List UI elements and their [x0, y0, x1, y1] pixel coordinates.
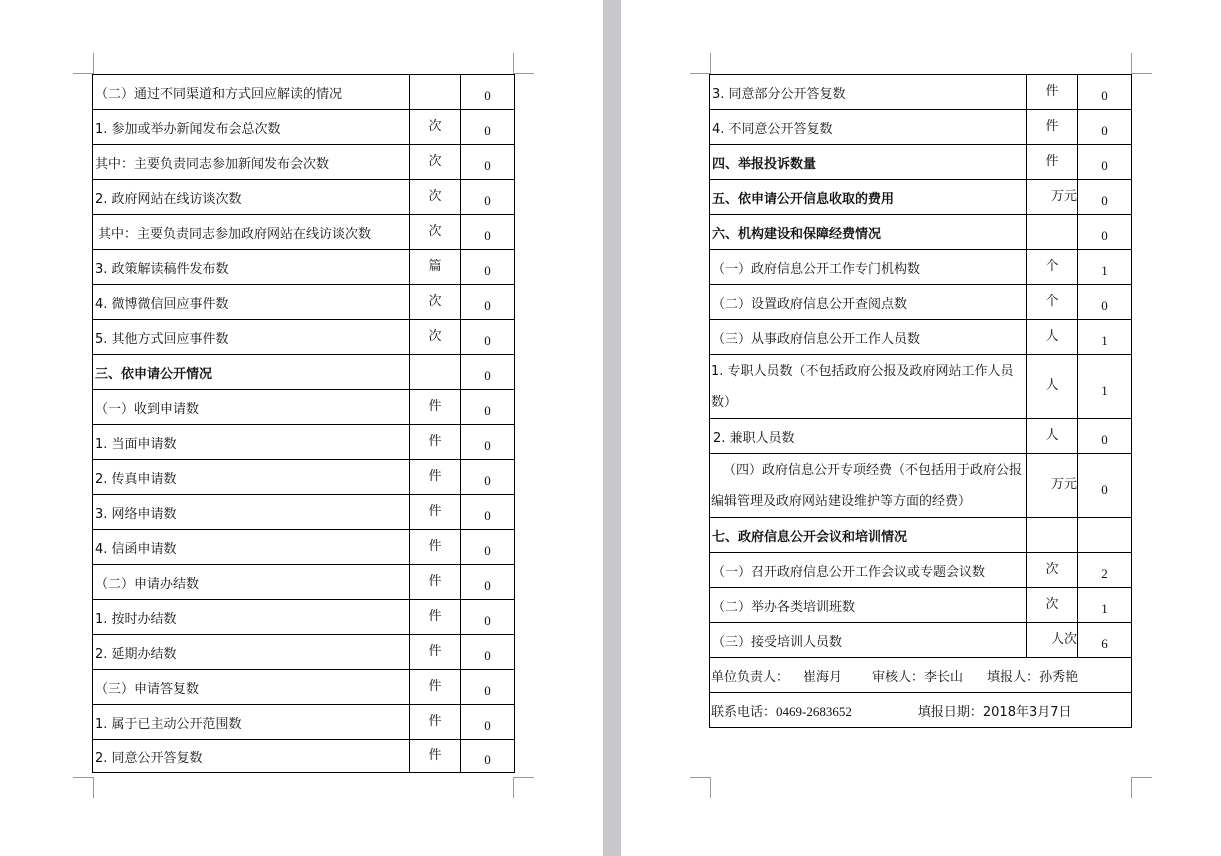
row-unit: 次: [410, 180, 461, 215]
row-unit: 人: [1027, 320, 1078, 355]
row-value: 0: [461, 705, 515, 740]
row-label: 1. 参加或举办新闻发布会总次数: [93, 110, 410, 145]
row-value: 0: [1078, 75, 1132, 110]
crop-mark-top-left: [690, 53, 711, 74]
crop-mark-bottom-left: [73, 777, 94, 798]
row-value: 0: [461, 740, 515, 773]
table-row: [93, 460, 515, 495]
row-unit: 次: [410, 145, 461, 180]
report-date: 2018年3月7日: [982, 704, 1072, 720]
row-value: 1: [1078, 250, 1132, 285]
section-heading: 三、依申请公开情况: [93, 355, 410, 390]
row-label: 2. 兼职人员数: [710, 419, 1027, 454]
statistics-table-left: [92, 74, 515, 773]
row-unit: 次: [410, 285, 461, 320]
table-row: [710, 623, 1132, 658]
row-unit: 件: [410, 425, 461, 460]
row-label: （三）从事政府信息公开工作人员数: [710, 320, 1027, 355]
table-row: [710, 145, 1132, 180]
row-label: 1. 当面申请数: [93, 425, 410, 460]
row-label: （四）政府信息公开专项经费（不包括用于政府公报编辑管理及政府网站建设维护等方面的经费）: [710, 454, 1027, 518]
filler-name: 孙秀艳: [1039, 669, 1079, 685]
row-value: 0: [461, 320, 515, 355]
section-heading: 七、政府信息公开会议和培训情况: [710, 518, 1027, 553]
row-unit: 件: [410, 635, 461, 670]
row-unit: 次: [410, 320, 461, 355]
section-heading: 四、举报投诉数量: [710, 145, 1027, 180]
head-label: 单位负责人：: [711, 669, 790, 685]
crop-mark-bottom-right: [1131, 777, 1152, 798]
row-unit: 篇: [410, 250, 461, 285]
signature-row: [710, 658, 1132, 693]
row-unit: 次: [1027, 553, 1078, 588]
row-label: 4. 不同意公开答复数: [710, 110, 1027, 145]
row-value: [1078, 518, 1132, 553]
row-unit: 件: [410, 565, 461, 600]
row-value: 0: [461, 530, 515, 565]
row-value: 0: [1078, 285, 1132, 320]
table-row: [710, 180, 1132, 215]
table-row: [710, 215, 1132, 250]
row-value: 0: [461, 425, 515, 460]
table-row: [93, 390, 515, 425]
row-value: 2: [1078, 553, 1132, 588]
row-unit: 件: [410, 390, 461, 425]
row-unit: 件: [410, 530, 461, 565]
table-row: [710, 355, 1132, 419]
crop-mark-top-left: [73, 53, 94, 74]
row-value: 0: [461, 600, 515, 635]
row-value: 0: [461, 110, 515, 145]
row-label: （一）收到申请数: [93, 390, 410, 425]
table-row: [93, 425, 515, 460]
row-unit: 次: [410, 215, 461, 250]
row-label: 2. 传真申请数: [93, 460, 410, 495]
table-row: [710, 553, 1132, 588]
row-label: 1. 按时办结数: [93, 600, 410, 635]
row-value: 0: [1078, 180, 1132, 215]
row-label: 其中：主要负责同志参加政府网站在线访谈次数: [93, 215, 410, 250]
table-row: [93, 215, 515, 250]
crop-mark-top-right: [513, 53, 534, 74]
row-value: 0: [461, 215, 515, 250]
row-unit: 个: [1027, 250, 1078, 285]
row-value: 6: [1078, 623, 1132, 658]
table-row: [93, 530, 515, 565]
row-unit: [410, 75, 461, 110]
row-value: 0: [1078, 419, 1132, 454]
table-row: [93, 285, 515, 320]
row-label: 1. 属于已主动公开范围数: [93, 705, 410, 740]
row-unit: 人次: [1027, 623, 1078, 658]
row-label: （三）申请答复数: [93, 670, 410, 705]
row-unit: 件: [410, 460, 461, 495]
row-value: 1: [1078, 588, 1132, 623]
table-row: [93, 670, 515, 705]
row-value: 0: [461, 285, 515, 320]
row-label: （二）申请办结数: [93, 565, 410, 600]
row-value: 0: [461, 670, 515, 705]
row-unit: 件: [410, 705, 461, 740]
row-value: 0: [1078, 454, 1132, 518]
table-row: [710, 419, 1132, 454]
row-label: 1. 专职人员数（不包括政府公报及政府网站工作人员数）: [710, 355, 1027, 419]
row-label: 4. 微博微信回应事件数: [93, 285, 410, 320]
date-label: 填报日期：: [917, 704, 983, 720]
row-label: 5. 其他方式回应事件数: [93, 320, 410, 355]
phone-number: 0469-2683652: [776, 703, 852, 719]
row-label: （三）接受培训人员数: [710, 623, 1027, 658]
row-unit: 人: [1027, 419, 1078, 454]
crop-mark-top-right: [1131, 53, 1152, 74]
table-row: [93, 740, 515, 773]
section-heading: 五、依申请公开信息收取的费用: [710, 180, 1027, 215]
table-row: [710, 250, 1132, 285]
row-label: （二）举办各类培训班数: [710, 588, 1027, 623]
table-row: [93, 75, 515, 110]
row-label: （二）设置政府信息公开查阅点数: [710, 285, 1027, 320]
row-value: 1: [1078, 320, 1132, 355]
row-value: 0: [461, 250, 515, 285]
table-row: [93, 495, 515, 530]
row-value: 0: [1078, 110, 1132, 145]
row-unit: 万元: [1027, 454, 1078, 518]
row-unit: 次: [410, 110, 461, 145]
table-row: [93, 110, 515, 145]
table-row: [93, 565, 515, 600]
row-unit: 人: [1027, 355, 1078, 419]
row-label: （二）通过不同渠道和方式回应解读的情况: [93, 75, 410, 110]
table-row: [93, 600, 515, 635]
row-unit: 件: [1027, 145, 1078, 180]
row-value: 0: [461, 565, 515, 600]
row-label: 2. 同意公开答复数: [93, 740, 410, 773]
table-row: [710, 588, 1132, 623]
row-unit: 件: [410, 495, 461, 530]
head-name: 崔海月: [803, 669, 843, 685]
row-unit: 件: [1027, 75, 1078, 110]
document-page-right: [621, 0, 1221, 856]
row-unit: 万元: [1027, 180, 1078, 215]
table-row: [93, 145, 515, 180]
table-row: [93, 635, 515, 670]
row-unit: 件: [410, 600, 461, 635]
table-row: [93, 320, 515, 355]
signature-line: [710, 658, 1132, 693]
statistics-table-right: [709, 74, 1132, 728]
row-label: 其中：主要负责同志参加新闻发布会次数: [93, 145, 410, 180]
row-label: 2. 延期办结数: [93, 635, 410, 670]
document-page-left: [0, 0, 603, 856]
row-value: 0: [1078, 145, 1132, 180]
row-unit: 件: [410, 740, 461, 773]
table-row: [710, 75, 1132, 110]
table-row: [93, 250, 515, 285]
row-value: 1: [1078, 355, 1132, 419]
row-label: 3. 同意部分公开答复数: [710, 75, 1027, 110]
reviewer-name: 李长山: [924, 669, 964, 685]
row-value: 0: [1078, 215, 1132, 250]
table-row: [710, 518, 1132, 553]
row-value: 0: [461, 145, 515, 180]
row-value: 0: [461, 355, 515, 390]
crop-mark-bottom-right: [513, 777, 534, 798]
phone-label: 联系电话：: [711, 704, 777, 720]
row-label: 3. 政策解读稿件发布数: [93, 250, 410, 285]
row-value: 0: [461, 75, 515, 110]
row-label: 2. 政府网站在线访谈次数: [93, 180, 410, 215]
row-unit: 件: [410, 670, 461, 705]
row-unit: 次: [1027, 588, 1078, 623]
table-row: [93, 355, 515, 390]
filler-label: 填报人：: [987, 669, 1040, 685]
contact-line: [710, 693, 1132, 728]
table-row: [710, 454, 1132, 518]
row-value: 0: [461, 180, 515, 215]
row-label: （一）召开政府信息公开工作会议或专题会议数: [710, 553, 1027, 588]
row-value: 0: [461, 460, 515, 495]
row-label: 4. 信函申请数: [93, 530, 410, 565]
table-row: [710, 320, 1132, 355]
row-value: 0: [461, 495, 515, 530]
contact-row: [710, 693, 1132, 728]
row-unit: [1027, 518, 1078, 553]
section-heading: 六、机构建设和保障经费情况: [710, 215, 1027, 250]
table-row: [93, 180, 515, 215]
row-label: （一）政府信息公开工作专门机构数: [710, 250, 1027, 285]
row-unit: [1027, 215, 1078, 250]
row-label: 3. 网络申请数: [93, 495, 410, 530]
table-row: [93, 705, 515, 740]
row-unit: [410, 355, 461, 390]
row-unit: 件: [1027, 110, 1078, 145]
row-value: 0: [461, 635, 515, 670]
row-unit: 个: [1027, 285, 1078, 320]
row-value: 0: [461, 390, 515, 425]
crop-mark-bottom-left: [690, 777, 711, 798]
table-row: [710, 110, 1132, 145]
table-row: [710, 285, 1132, 320]
reviewer-label: 审核人：: [872, 669, 925, 685]
